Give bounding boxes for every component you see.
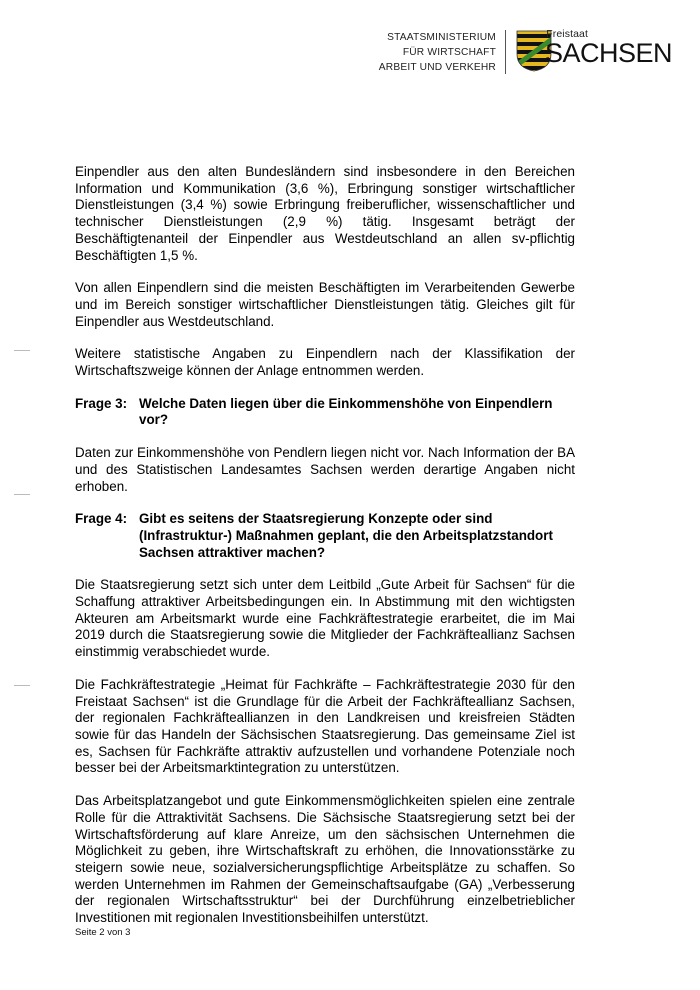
question-3-label: Frage 3: [75,395,128,411]
ministry-line-3: ARBEIT UND VERKEHR [378,62,496,73]
ministry-line-2: FÜR WIRTSCHAFT [402,47,496,58]
question-3-text: Welche Daten liegen über die Einkommenshöhe von Einpendlern vor? [139,395,553,428]
page-number: Seite 2 von 3 [75,927,131,938]
paragraph-einpendler-gewerbe: Von allen Einpendlern sind die meisten Beschäftigten im Verarbeitenden Gewerbe und im Bereich sonstiger wirtschaftlicher Dienstleistungen tätig. Gleiches gilt für Einpendler aus Westdeutschland. [75,280,575,329]
letterhead-divider [505,30,506,74]
punch-mark [14,494,30,495]
fold-mark-bottom [14,685,30,686]
answer-4-paragraph-1: Die Staatsregierung setzt sich unter dem Leitbild „Gute Arbeit für Sachsen“ für die Schaffung attraktiver Arbeitsbedingungen ein. In Abstimmung mit den wichtigsten Akteuren am Arbeitsmarkt wurde eine Fachkräftestrategie erarbeitet, die im Mai 2019 durch die Staatsregierung sowie die Mitglieder der Fachkräfteallianz Sachsen einstimmig verabschiedet wurde. [75,577,575,660]
answer-4-paragraph-2: Die Fachkräftestrategie „Heimat für Fachkräfte – Fachkräftestrategie 2030 für den Freistaat Sachsen“ ist die Grundlage für die Arbeit der Fachkräfteallianz Sachsen, der regionalen Fachkräfteallianzen in den Landkreisen und kreisfreien Städten sowie für das Handeln der Sächsischen Staatsregierung. Das gemeinsame Ziel ist es, Sachsen für Fachkräfte attraktiv aufzustellen und vorhandene Potenziale noch besser bei der Arbeitsmarktintegration zu unterstützen. [75,676,575,776]
document-body [75,164,575,943]
paragraph-einpendler-branchen: Einpendler aus den alten Bundesländern sind insbesondere in den Bereichen Information und Kommunikation (3,6 %), Erbringung sonstiger wirtschaftlicher Dienstleistungen (3,4 %) sowie Erbringung freiberuflicher, wissenschaftlicher und technischer Dienstleistungen (2,9 %) tätig. Insgesamt beträgt der Beschäftigtenanteil der Einpendler aus Westdeutschland an allen sv-pflichtig Beschäftigten 1,5 %. [75,164,575,263]
question-4-text: Gibt es seitens der Staatsregierung Konzepte oder sind (Infrastruktur-) Maßnahmen geplant, die den Arbeitsplatzstandort Sachsen attraktiver machen? [139,511,553,560]
ministry-name [346,30,496,75]
ministry-line-1: STAATSMINISTERIUM [387,32,496,43]
paragraph-anlage-hinweis: Weitere statistische Angaben zu Einpendlern nach der Klassifikation der Wirtschaftszweige können der Anlage entnommen werden. [75,346,575,379]
answer-3: Daten zur Einkommenshöhe von Pendlern liegen nicht vor. Nach Information der BA und des Statistischen Landesamtes Sachsen werden derartige Angaben nicht erhoben. [75,445,575,494]
freistaat-label: Freistaat [546,28,588,40]
question-3 [75,396,575,429]
question-4 [75,511,575,561]
answer-4-paragraph-3: Das Arbeitsplatzangebot und gute Einkommensmöglichkeiten spielen eine zentrale Rolle für die Attraktivität Sachsens. Die Sächsische Staatsregierung setzt bei der Wirtschaftsförderung auf klare Anreize, um den sächsischen Unternehmen die Möglichkeit zu geben, ihre Wirtschaftskraft zu erhöhen, die Innovationsstärke zu steigern sowie neue, sozialversicherungspflichtige Arbeitsplätze zu schaffen. So werden Unternehmen im Rahmen der Gemeinschaftsaufgabe (GA) „Verbesserung der regionalen Wirtschaftsstruktur“ bei der Durchführung einzelbetrieblicher Investitionen mit regionalen Investitionsbeihilfen unterstützt. [75,793,575,926]
sachsen-wordmark: SACHSEN [544,38,672,68]
fold-mark-top [14,350,30,351]
letterhead [352,28,672,78]
question-4-label: Frage 4: [75,511,128,527]
